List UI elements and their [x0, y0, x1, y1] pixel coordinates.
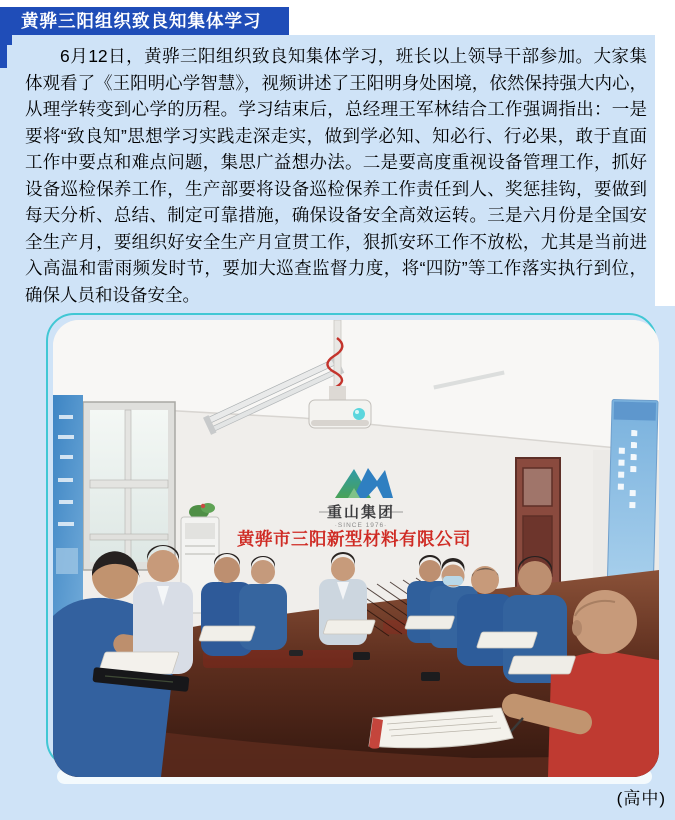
page-title: 黄骅三阳组织致良知集体学习: [0, 7, 289, 35]
photo-logo-name: 重山集团: [326, 504, 396, 521]
photo-projector-lens: [353, 408, 365, 420]
article-body: [25, 43, 647, 306]
photo-company-name: 黄骅市三阳新型材料有限公司: [237, 529, 471, 549]
photo-window: [83, 402, 175, 570]
meeting-photo-scene: [53, 320, 659, 777]
byline: (高中): [616, 789, 666, 808]
article-paragraph: 6月12日，黄骅三阳组织致良知集体学习，班长以上领导干部参加。大家集体观看了《王阳明心学智慧》，视频讲述了王阳明身处困境，依然保持强大内心，从理学转变到心学的历程。学习结束后，总经理王军林结合工作强调指出：一是要将“致良知”思想学习实践走深走实，做到学必知、知必行、行必果，敢于直面工作中要点和难点问题，集思广益想办法。二是要高度重视设备管理工作，抓好设备巡检保养工作，生产部要将设备巡检保养工作责任到人、奖惩挂钩，要做到每天分析、总结、制定可靠措施，确保设备安全高效运转。三是六月份是全国安全生产月，要组织好安全生产月宣贯工作，狠抓安环工作不放松，尤其是当前进入高温和雷雨频发时节，要加大巡查监督力度，将“四防”等工作落实执行到位，确保人员和设备安全。: [25, 46, 647, 305]
banner-ribbon-fold: [0, 35, 12, 45]
meeting-photo: [53, 320, 659, 777]
photo-left-poster: [53, 395, 83, 625]
banner-ribbon-fold-lower: [0, 45, 7, 68]
photo-logo-since: ·SINCE 1976·: [334, 522, 388, 529]
